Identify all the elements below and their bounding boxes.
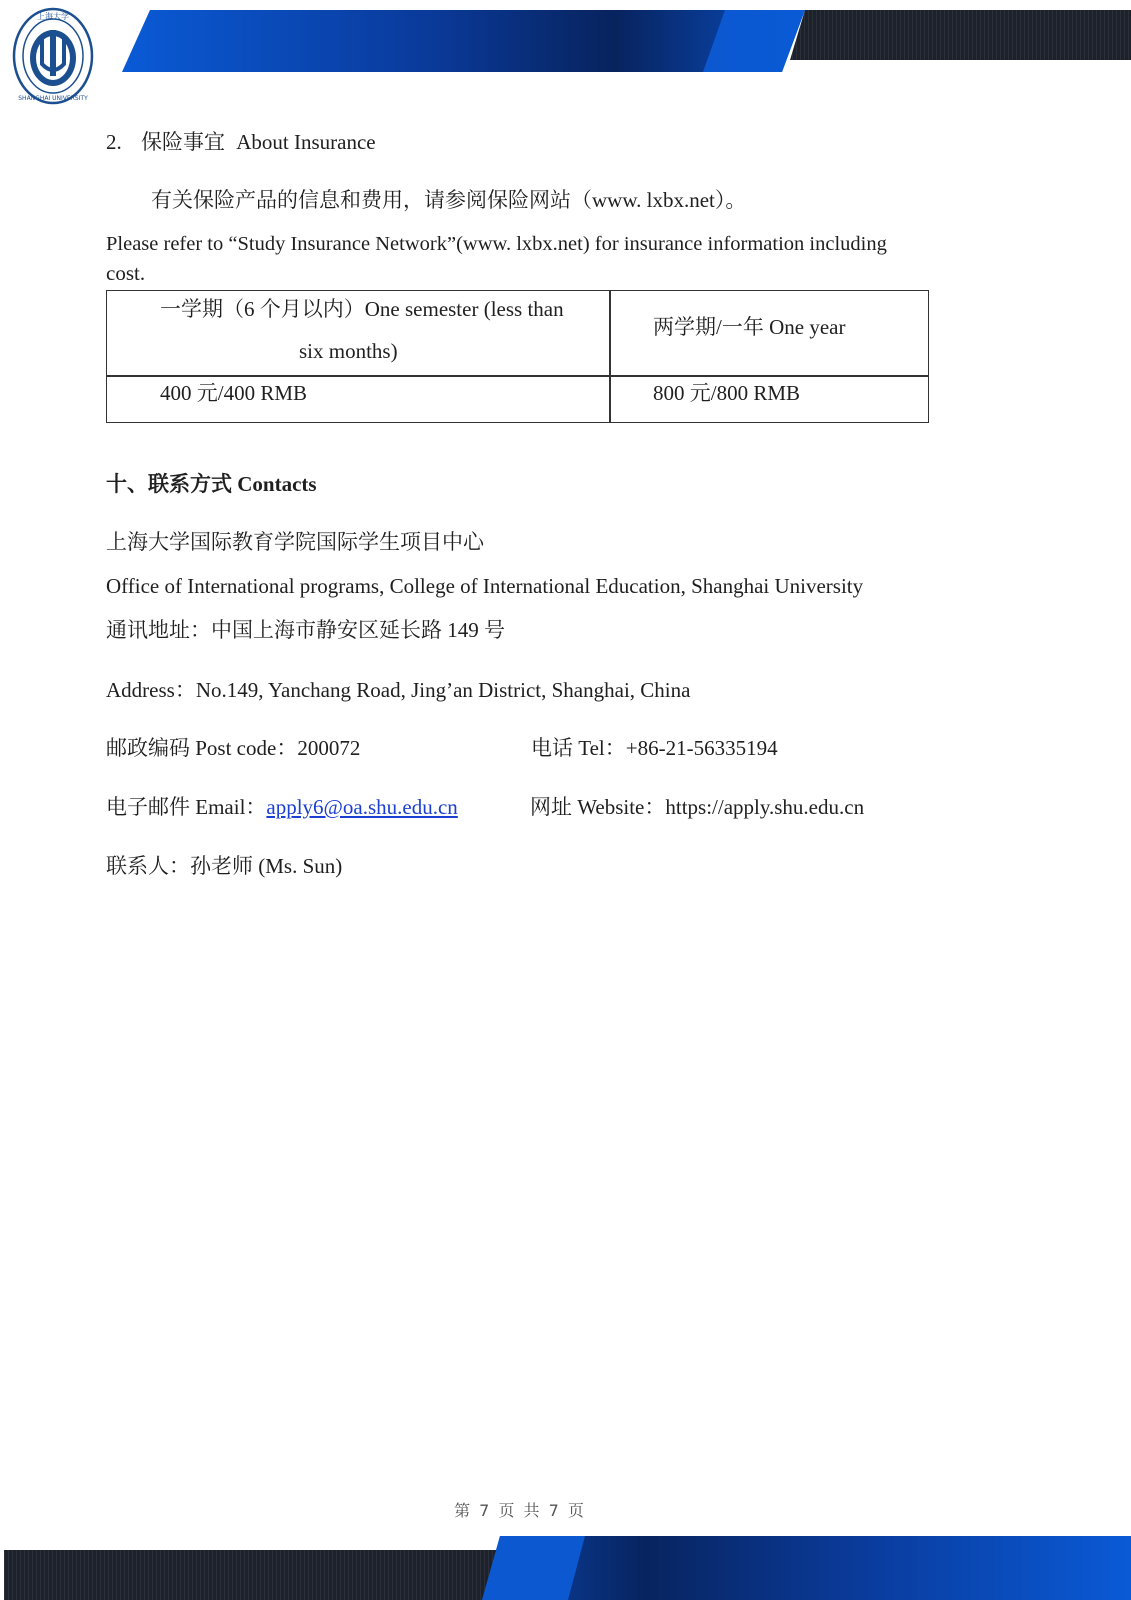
insurance-heading-en: About Insurance (236, 130, 376, 154)
telephone: 电话 Tel：+86-21-56335194 (531, 736, 778, 760)
email-link[interactable]: apply6@oa.shu.edu.cn (266, 795, 458, 819)
postcode: 邮政编码 Post code：200072 (106, 736, 361, 760)
svg-text:上海大学: 上海大学 (37, 12, 69, 21)
table-header-semester-line1: 一学期（6 个月以内）One semester (less than (160, 297, 564, 321)
table-value-one-year: 800 元/800 RMB (653, 381, 801, 405)
table-header-semester-line2: six months) (299, 339, 398, 363)
header-banner (0, 0, 1131, 110)
svg-text:SHANGHAI UNIVERSITY: SHANGHAI UNIVERSITY (18, 95, 88, 102)
email-label: 电子邮件 Email： (106, 795, 267, 819)
insurance-note-en-line2: cost. (106, 261, 146, 285)
address-en: Address：No.149, Yanchang Road, Jing’an District, Shanghai, China (106, 678, 691, 702)
table-value-semester: 400 元/400 RMB (160, 381, 308, 405)
address-cn: 通讯地址：中国上海市静安区延长路 149 号 (106, 618, 505, 642)
insurance-heading-number: 2. (106, 130, 122, 154)
footer-banner (0, 1536, 1131, 1600)
contacts-heading: 十、联系方式 Contacts (106, 472, 317, 496)
insurance-note-cn: 有关保险产品的信息和费用，请参阅保险网站（www. lxbx.net）。 (151, 188, 747, 212)
table-divider-horizontal (107, 375, 928, 377)
website: 网址 Website：https://apply.shu.edu.cn (530, 795, 865, 819)
page-number: 第 7 页 共 7 页 (454, 1501, 586, 1520)
insurance-fee-table (106, 290, 929, 423)
table-divider-vertical (609, 291, 611, 422)
university-logo (10, 6, 96, 106)
contact-person: 联系人：孙老师 (Ms. Sun) (106, 854, 343, 878)
insurance-heading-cn: 保险事宜 (141, 130, 225, 154)
office-name-en: Office of International programs, College of International Education, Shanghai University (106, 574, 864, 598)
email-row (106, 797, 458, 818)
table-header-one-year: 两学期/一年 One year (653, 315, 846, 339)
office-name-cn: 上海大学国际教育学院国际学生项目中心 (106, 530, 484, 554)
insurance-heading (106, 132, 376, 153)
insurance-note-en-line1: Please refer to “Study Insurance Network”(www. lxbx.net) for insurance information including (106, 233, 887, 255)
